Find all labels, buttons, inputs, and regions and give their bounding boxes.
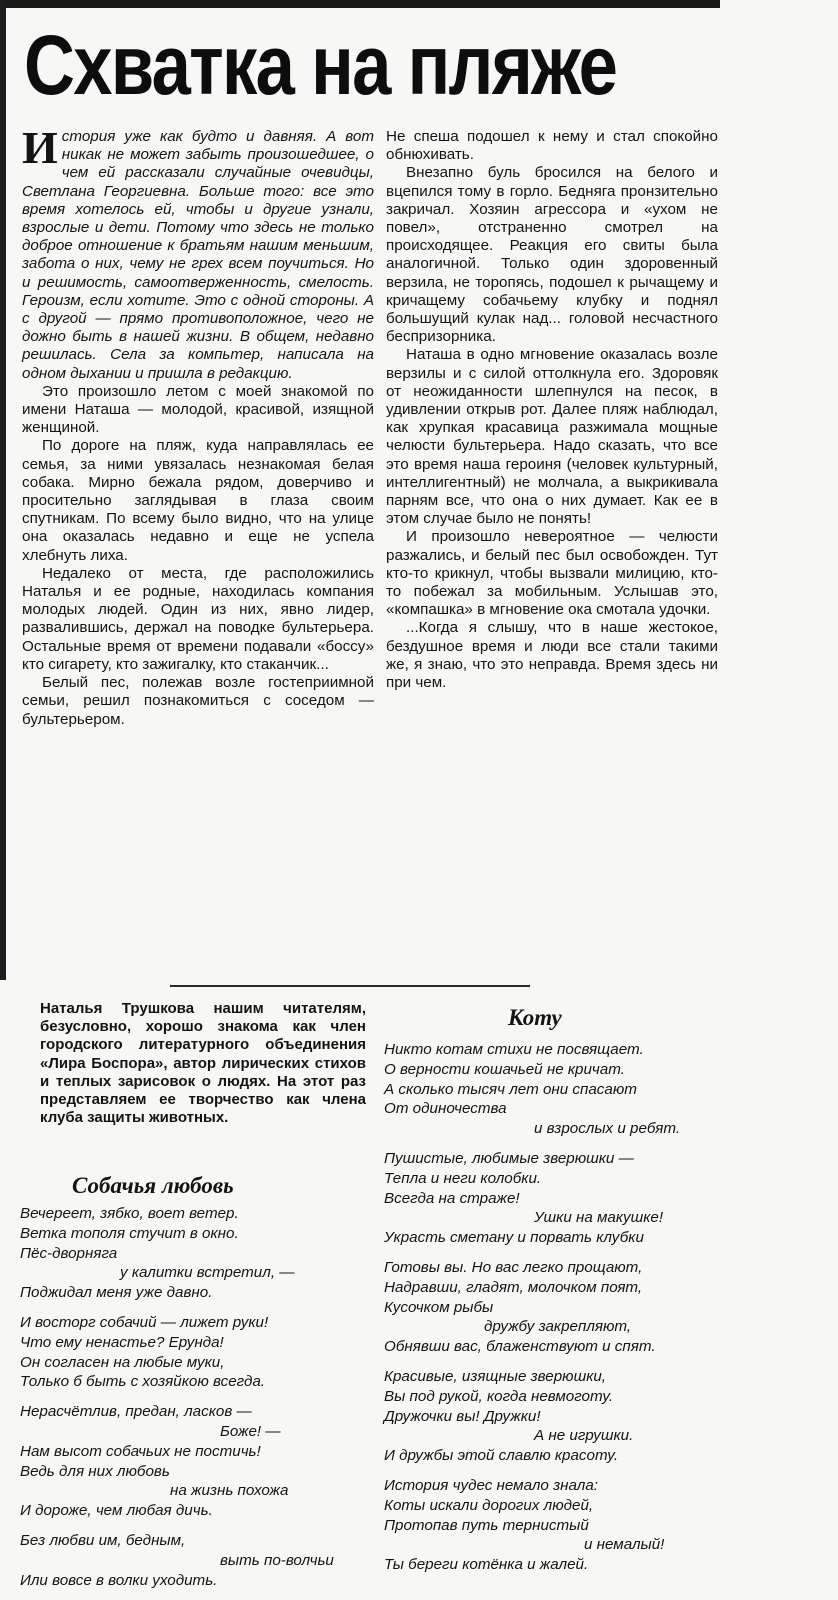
poem-line: у калитки встретил, —	[120, 1264, 295, 1282]
article-paragraph: Это произошло летом с моей знакомой по имени Наташа — молодой, красивой, изящной женщиной.	[22, 382, 374, 437]
poem-line: Кусочком рыбы	[384, 1298, 494, 1316]
poem-line: Ты береги котёнка и жалей.	[384, 1556, 589, 1574]
poem-line: и немалый!	[584, 1536, 665, 1554]
article-paragraph: Не спеша подошел к нему и стал спокойно обнюхивать.	[386, 128, 718, 164]
poem-line: Ветка тополя стучит в окно.	[20, 1224, 239, 1242]
poem-line: Украсть сметану и порвать клубки	[384, 1229, 644, 1247]
poem-line: Коты искали дорогих людей,	[384, 1496, 594, 1514]
drop-cap: И	[22, 122, 58, 173]
poem-line: Красивые, изящные зверюшки,	[384, 1367, 607, 1385]
poem-line: Вечереет, зябко, воет ветер.	[20, 1205, 239, 1222]
article-paragraph: И произошло невероятное — челюсти разжались, и белый пес был освобожден. Тут кто-то крикнул, чтобы вызвали милицию, кто-то побежал за мобильным. Услышав это, «компашка» в мгновение ока смотала удочки.	[386, 528, 718, 619]
article-paragraph: Недалеко от места, где расположились Наталья и ее родные, находилась компания молодых людей. Один из них, явно лидер, развалившись, держал на поводке бультерьера. Остальные время от времени подавали «боссу» кто сигарету, кто зажигалку, кто стаканчик...	[22, 564, 374, 673]
poem-dog-love	[20, 1204, 366, 1590]
poem-line: на жизнь похожа	[170, 1482, 289, 1500]
poem-line: О верности кошачьей не кричат.	[384, 1060, 625, 1078]
section-divider	[170, 985, 530, 987]
stanza-break	[20, 1303, 366, 1313]
article-paragraph: Внезапно буль бросился на белого и вцепился тому в горло. Бедняга пронзительно закричал. Хозяин агрессора и «ухом не повел», отстраненно смотрел на происходящее. Реакция его свиты была аналогичной. Только один здоровенный верзила, не торопясь, подошел к рычащему и кричащему собачьему клубку и поднял большущий кулак над... головой несчастного беспризорника.	[386, 164, 718, 346]
stanza-break	[384, 1466, 714, 1476]
poem-line: и взрослых и ребят.	[534, 1120, 681, 1138]
poem-to-cat	[384, 1040, 714, 1575]
poem-line: Боже! —	[220, 1422, 281, 1440]
article-paragraph: ...Когда я слышу, что в наше жестокое, бездушное время и люди все стали такими же, я знаю, что это неправда. Время здесь ни при чем.	[386, 619, 718, 692]
lead-text: стория уже как будто и давняя. А вот никак не может забыть произошедшее, о чем ей рассказали случайные очевидцы, Светлана Георгиевна. Больше того: все это время хотелось ей, чтобы и другие узнали, взрослые и дети. Потому что здесь не только доброе отношение к братьям нашим меньшим, забота о них, чему не грех всем поучиться. Но и решимость, самоотверженность, смелость. Героизм, если хотите. Это с одной стороны. А с другой — прямо противоположное, чего не дожно быть в нашей жизни. В общем, недавно решилась. Села за компьтер, написала на одном дыхании и пришла в редакцию.	[22, 128, 374, 382]
poem-line: Пёс-дворняга	[20, 1244, 118, 1262]
poem-line: Он согласен на любые муки,	[20, 1353, 225, 1371]
article-paragraph: Белый пес, полежав возле гостеприимной семьи, решил познакомиться с соседом — бультерьером.	[22, 674, 374, 728]
poem-line: Никто котам стихи не посвящает.	[384, 1041, 644, 1058]
poem-line: Вы под рукой, когда невмоготу.	[384, 1387, 614, 1405]
poem-line: Обнявши вас, блаженствуют и спят.	[384, 1338, 656, 1356]
poem-line: Нам высот собачьих не постичь!	[20, 1442, 261, 1460]
poem-line: Без любви им, бедным,	[20, 1531, 186, 1549]
poem-line: дружбу закрепляют,	[484, 1318, 632, 1336]
poem-line: Готовы вы. Но вас легко прощают,	[384, 1258, 643, 1276]
poem-line: Протопав путь тернистый	[384, 1516, 589, 1534]
poem-line: Дружочки вы! Дружки!	[384, 1407, 541, 1425]
poem-line: Ведь для них любовь	[20, 1462, 170, 1480]
author-intro: Наталья Трушкова нашим читателям, безусловно, хорошо знакома как член городского литературного объединения «Лира Боспора», автор лирических стихов и теплых зарисовок о людях. На этот раз представляем ее творчество как члена клуба защиты животных.	[40, 1000, 366, 1127]
poem-line: И дружбы этой славлю красоту.	[384, 1447, 619, 1465]
stanza-break	[20, 1521, 366, 1531]
article-column-left	[22, 122, 374, 729]
poem-line: И дороже, чем любая дичь.	[20, 1502, 213, 1520]
article-paragraph: Наташа в одно мгновение оказалась возле верзилы и с силой оттолкнула его. Здоровяк от неожиданности шлепнулся на песок, в удивлении открыв рот. Далее пляж наблюдал, как хрупкая красавица разжимала мощные челюсти бультерьера. Надо сказать, что все это время наша героиня (человек культурный, интеллигентный) не молчала, а выкрикивала парням все, что она о них думает. Как ее в этом случае было не понять!	[386, 346, 718, 528]
article-lead-paragraph	[22, 122, 374, 383]
poem-line: Только б быть с хозяйкою всегда.	[20, 1373, 266, 1391]
stanza-break	[384, 1248, 714, 1258]
stanza-break	[384, 1357, 714, 1367]
poem-line: Надравши, гладят, молочком поят,	[384, 1278, 643, 1296]
poem-line: Всегда на страже!	[384, 1189, 520, 1207]
article-column-right	[386, 128, 718, 692]
article-paragraph: По дороге на пляж, куда направлялась ее семья, за ними увязалась незнакомая белая собака. Мирно бежала рядом, доверчиво и просительно заглядывая в глаза своим спутникам. По всему было видно, что на улице она оказалась недавно и еще не успела хлебнуть лиха.	[22, 437, 374, 564]
poem-line: Или вовсе в волки уходить.	[20, 1571, 218, 1589]
poem-line: Что ему ненастье? Ерунда!	[20, 1333, 224, 1351]
poem-line: Ушки на макушке!	[534, 1209, 664, 1227]
poem-line: Тепла и неги колобки.	[384, 1169, 542, 1187]
poem-line: А сколько тысяч лет они спасают	[384, 1080, 637, 1098]
poem-line: История чудес немало знала:	[384, 1476, 599, 1494]
poem-line: От одиночества	[384, 1100, 507, 1118]
poem-line: выть по-волчьи	[220, 1551, 334, 1569]
article-headline: Схватка на пляже	[24, 18, 617, 112]
poem-line: Нерасчётлив, предан, ласков —	[20, 1403, 252, 1421]
poem-line: И восторг собачий — лижет руки!	[20, 1313, 269, 1331]
poem-line: Поджидал меня уже давно.	[20, 1284, 213, 1302]
poem-title-dog-love: Собачья любовь	[72, 1173, 234, 1198]
poem-line: А не игрушки.	[534, 1427, 634, 1445]
top-rule	[0, 0, 720, 8]
poem-line: Пушистые, любимые зверюшки —	[384, 1149, 634, 1167]
stanza-break	[384, 1139, 714, 1149]
left-column-border	[0, 0, 6, 980]
poem-title-to-cat: Коту	[508, 1005, 562, 1030]
stanza-break	[20, 1392, 366, 1402]
